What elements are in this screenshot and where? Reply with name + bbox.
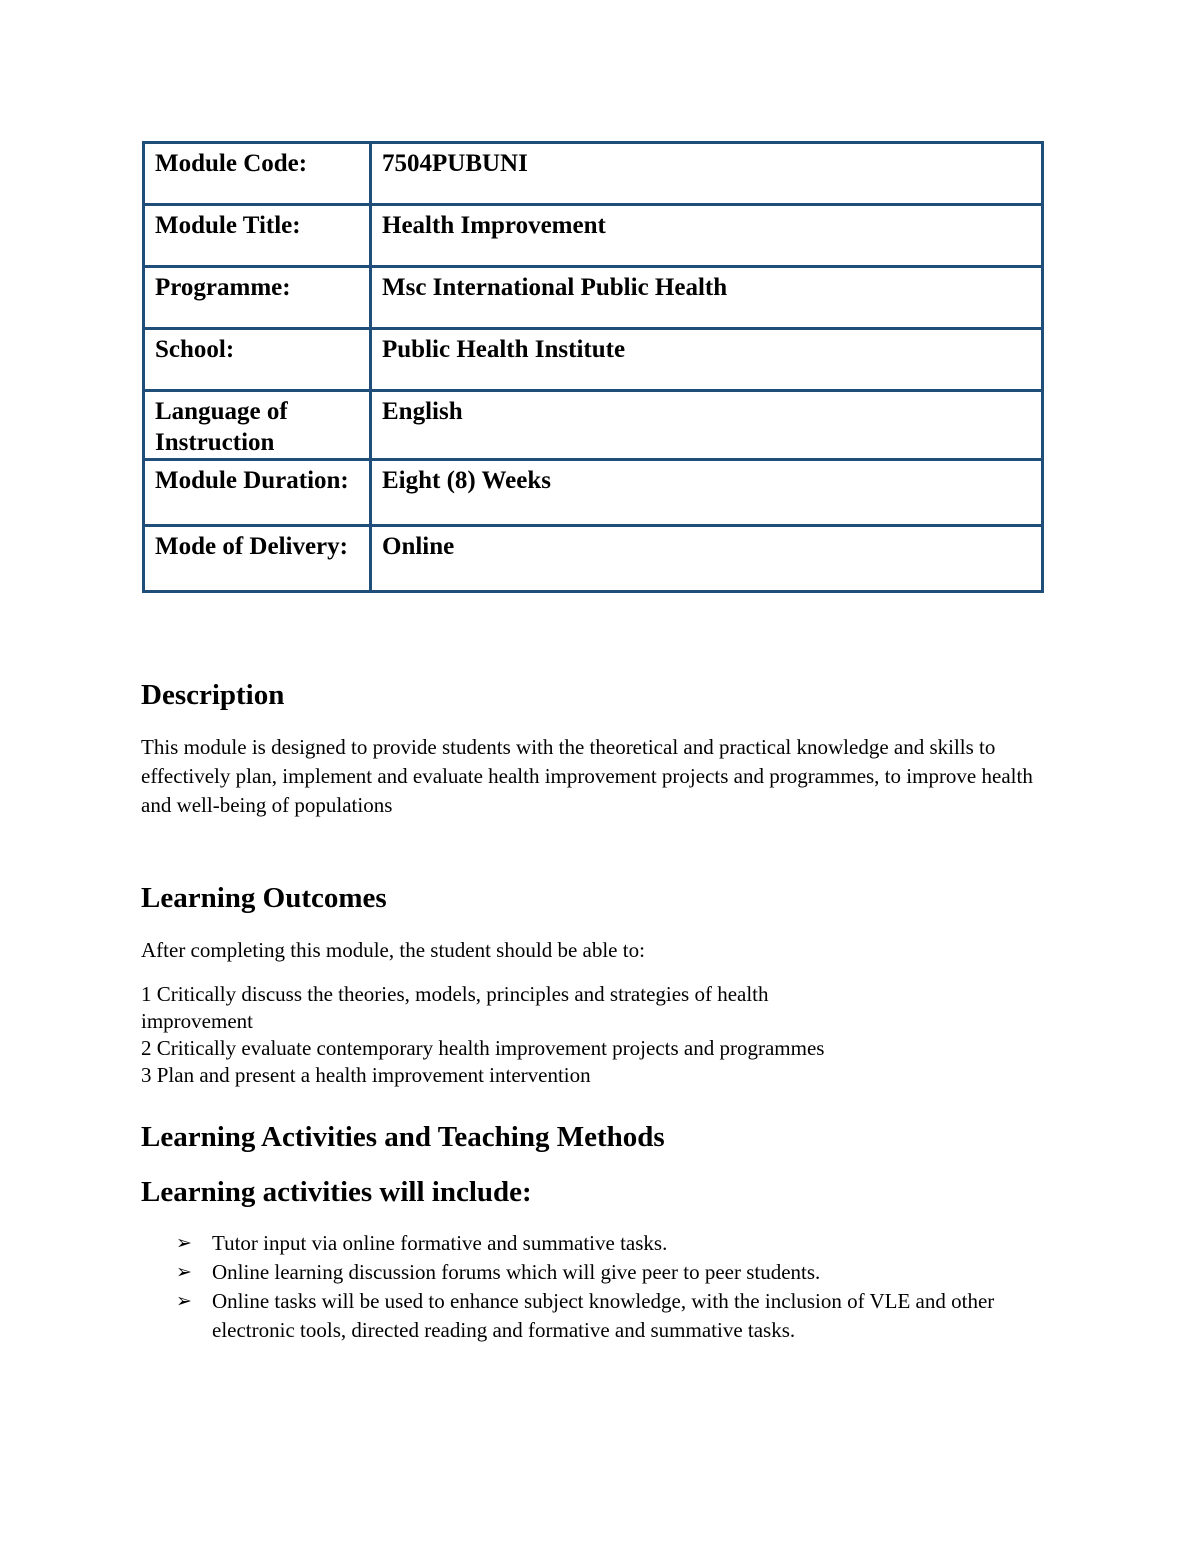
table-row [144, 526, 1043, 592]
arrowhead-bullet-icon: ➢ [176, 1232, 192, 1254]
list-item [176, 1229, 1056, 1258]
table-row [144, 267, 1043, 329]
learning-outcomes-heading: Learning Outcomes [141, 882, 387, 914]
list-item [176, 1258, 1056, 1287]
module-title-label: Module Title: [144, 205, 371, 267]
module-code-label: Module Code: [144, 143, 371, 205]
school-label: School: [144, 329, 371, 391]
list-item: 3 Plan and present a health improvement intervention [141, 1063, 591, 1087]
module-title-value: Health Improvement [371, 205, 1043, 267]
duration-label: Module Duration: [144, 460, 371, 526]
programme-label: Programme: [144, 267, 371, 329]
school-value: Public Health Institute [371, 329, 1043, 391]
list-item-text: Tutor input via online formative and summative tasks. [212, 1231, 668, 1255]
arrowhead-bullet-icon: ➢ [176, 1290, 192, 1312]
list-item: 2 Critically evaluate contemporary health improvement projects and programmes [141, 1036, 825, 1060]
list-item-text: Online learning discussion forums which will give peer to peer students. [212, 1260, 821, 1284]
delivery-mode-value: Online [371, 526, 1043, 592]
list-item-text: Online tasks will be used to enhance subject knowledge, with the inclusion of VLE and other electronic tools, directed reading and formative and summative tasks. [212, 1289, 995, 1342]
duration-value: Eight (8) Weeks [371, 460, 1043, 526]
description-heading: Description [141, 679, 285, 711]
module-code-value: 7504PUBUNI [371, 143, 1043, 205]
language-label: Language of Instruction [144, 391, 371, 460]
delivery-mode-label: Mode of Delivery: [144, 526, 371, 592]
description-text: This module is designed to provide students with the theoretical and practical knowledge and skills to effectively plan, implement and evaluate health improvement projects and programmes, to improve health and well-being of populations [141, 735, 1033, 817]
activities-heading: Learning Activities and Teaching Methods [141, 1121, 665, 1153]
language-value: English [371, 391, 1043, 460]
learning-outcomes-list [141, 981, 861, 1089]
list-item [176, 1287, 1056, 1345]
list-item: 1 Critically discuss the theories, models, principles and strategies of health improvement [141, 982, 769, 1033]
table-row [144, 460, 1043, 526]
table-row [144, 143, 1043, 205]
table-row [144, 205, 1043, 267]
table-row [144, 329, 1043, 391]
table-row [144, 391, 1043, 460]
module-info-table [142, 141, 1044, 593]
activities-list [176, 1229, 1056, 1345]
learning-outcomes-intro: After completing this module, the student should be able to: [141, 938, 645, 962]
arrowhead-bullet-icon: ➢ [176, 1261, 192, 1283]
activities-subheading: Learning activities will include: [141, 1176, 532, 1208]
programme-value: Msc International Public Health [371, 267, 1043, 329]
